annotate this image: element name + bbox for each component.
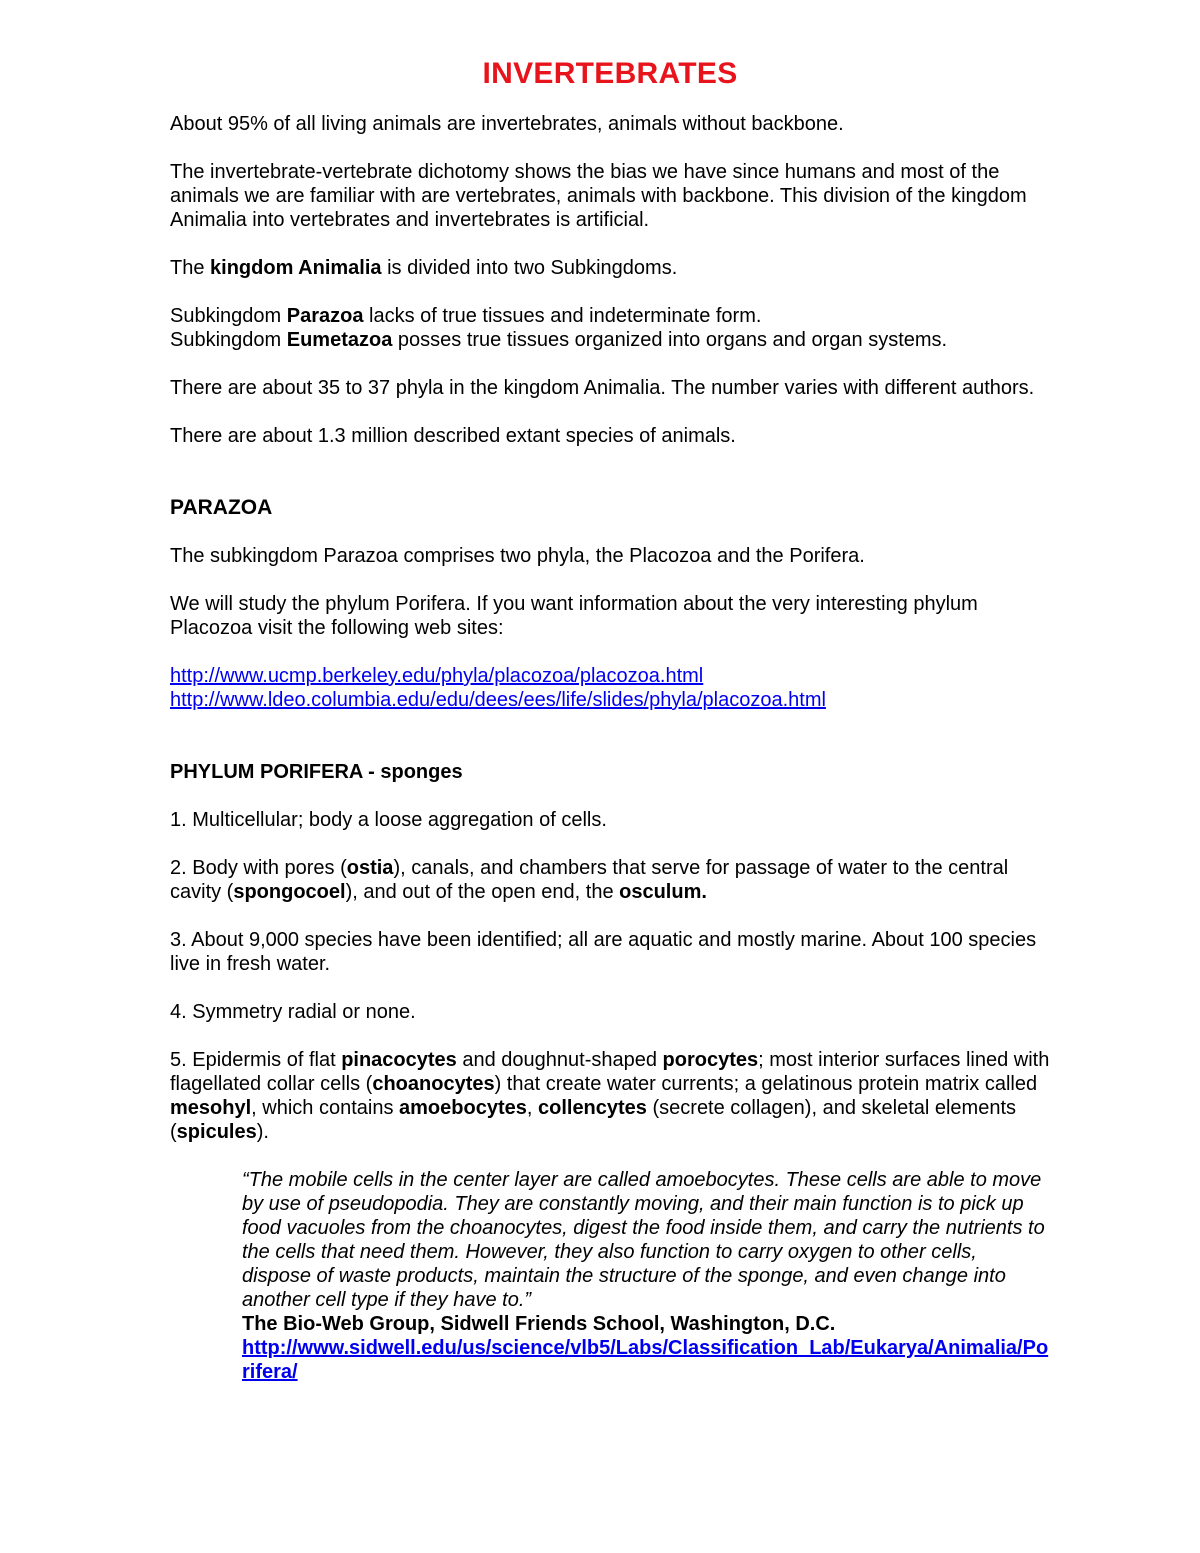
text-span: posses true tissues organized into organs and organ systems.: [392, 329, 948, 351]
porocytes-term: porocytes: [662, 1049, 759, 1071]
text-span: ), and out of the open end, the: [345, 881, 620, 903]
parazoa-paragraph-2: We will study the phylum Porifera. If you want information about the very interesting phylum Placozoa visit the following web sites:: [170, 593, 978, 639]
parazoa-heading: PARAZOA: [170, 496, 273, 519]
porifera-item-3: 3. About 9,000 species have been identified; all are aquatic and mostly marine. About 100 species live in fresh water.: [170, 929, 1037, 975]
placozoa-link-columbia[interactable]: http://www.ldeo.columbia.edu/edu/dees/ees/life/slides/phyla/placozoa.html: [170, 689, 826, 711]
text-span: ; most interior surfaces lined with flagellated collar cells (: [170, 1049, 1050, 1095]
spongocoel-term: spongocoel: [233, 881, 346, 903]
choanocytes-term: choanocytes: [372, 1073, 495, 1095]
intro-paragraph-2: The invertebrate-vertebrate dichotomy shows the bias we have since humans and most of the animals we are familiar with are vertebrates, animals with backbone. This division of the kingdom Animalia into vertebrates and invertebrates is artificial.: [170, 161, 1027, 231]
eumetazoa-term: Eumetazoa: [286, 329, 393, 351]
amoebocytes-term: amoebocytes: [399, 1097, 527, 1119]
subkingdom-parazoa-line: [170, 304, 1050, 328]
porifera-item-4: 4. Symmetry radial or none.: [170, 1001, 416, 1023]
parazoa-paragraph-1: The subkingdom Parazoa comprises two phyla, the Placozoa and the Porifera.: [170, 545, 865, 567]
text-span: Subkingdom: [170, 329, 287, 351]
document-page: [170, 56, 1050, 1384]
porifera-heading: PHYLUM PORIFERA - sponges: [170, 761, 463, 783]
text-span: (secrete collagen), and skeletal elements (: [170, 1097, 1017, 1143]
text-span: Subkingdom: [170, 305, 287, 327]
text-span: 5. Epidermis of flat: [170, 1049, 342, 1071]
intro-paragraph-1: About 95% of all living animals are invertebrates, animals without backbone.: [170, 113, 844, 135]
porifera-item-5: [170, 1048, 1050, 1144]
osculum-term: osculum.: [619, 881, 707, 903]
porifera-source-link[interactable]: http://www.sidwell.edu/us/science/vlb5/Labs/Classification_Lab/Eukarya/Animalia/Porifera/: [242, 1337, 1049, 1383]
quote-source: The Bio-Web Group, Sidwell Friends School, Washington, D.C.: [242, 1313, 836, 1335]
text-span: , which contains: [251, 1097, 400, 1119]
kingdom-animalia-term: kingdom Animalia: [210, 257, 382, 279]
pinacocytes-term: pinacocytes: [341, 1049, 457, 1071]
page-title: INVERTEBRATES: [482, 57, 738, 90]
subkingdom-eumetazoa-line: [170, 328, 1050, 352]
text-span: lacks of true tissues and indeterminate form.: [363, 305, 762, 327]
text-span: ,: [526, 1097, 538, 1119]
intro-paragraph-6: There are about 1.3 million described extant species of animals.: [170, 425, 736, 447]
ostia-term: ostia: [346, 857, 394, 879]
text-span: 2. Body with pores (: [170, 857, 347, 879]
placozoa-links: [170, 664, 1050, 712]
porifera-item-1: 1. Multicellular; body a loose aggregation of cells.: [170, 809, 607, 831]
intro-paragraph-5: There are about 35 to 37 phyla in the kingdom Animalia. The number varies with different authors.: [170, 377, 1035, 399]
collencytes-term: collencytes: [537, 1097, 647, 1119]
spicules-term: spicules: [176, 1121, 257, 1143]
placozoa-link-berkeley[interactable]: http://www.ucmp.berkeley.edu/phyla/placozoa/placozoa.html: [170, 665, 704, 687]
text-span: ) that create water currents; a gelatinous protein matrix called: [494, 1073, 1038, 1095]
text-span: The: [170, 257, 211, 279]
amoebocytes-quote: “The mobile cells in the center layer are called amoebocytes. These cells are able to move by use of pseudopodia. They are constantly moving, and their main function is to pick up food vacuoles from the choanocytes, digest the food inside them, and carry the nutrients to the cells that need them. However, they also function to carry oxygen to other cells, dispose of waste products, maintain the structure of the sponge, and even change into another cell type if they have to.”: [242, 1169, 1045, 1311]
text-span: ).: [256, 1121, 269, 1143]
parazoa-term: Parazoa: [286, 305, 364, 327]
mesohyl-term: mesohyl: [170, 1097, 252, 1119]
intro-paragraph-3: [170, 256, 1050, 280]
text-span: is divided into two Subkingdoms.: [381, 257, 678, 279]
text-span: and doughnut-shaped: [456, 1049, 663, 1071]
porifera-item-2: [170, 856, 1050, 904]
text-span: ), canals, and chambers that serve for passage of water to the central cavity (: [170, 857, 1009, 903]
